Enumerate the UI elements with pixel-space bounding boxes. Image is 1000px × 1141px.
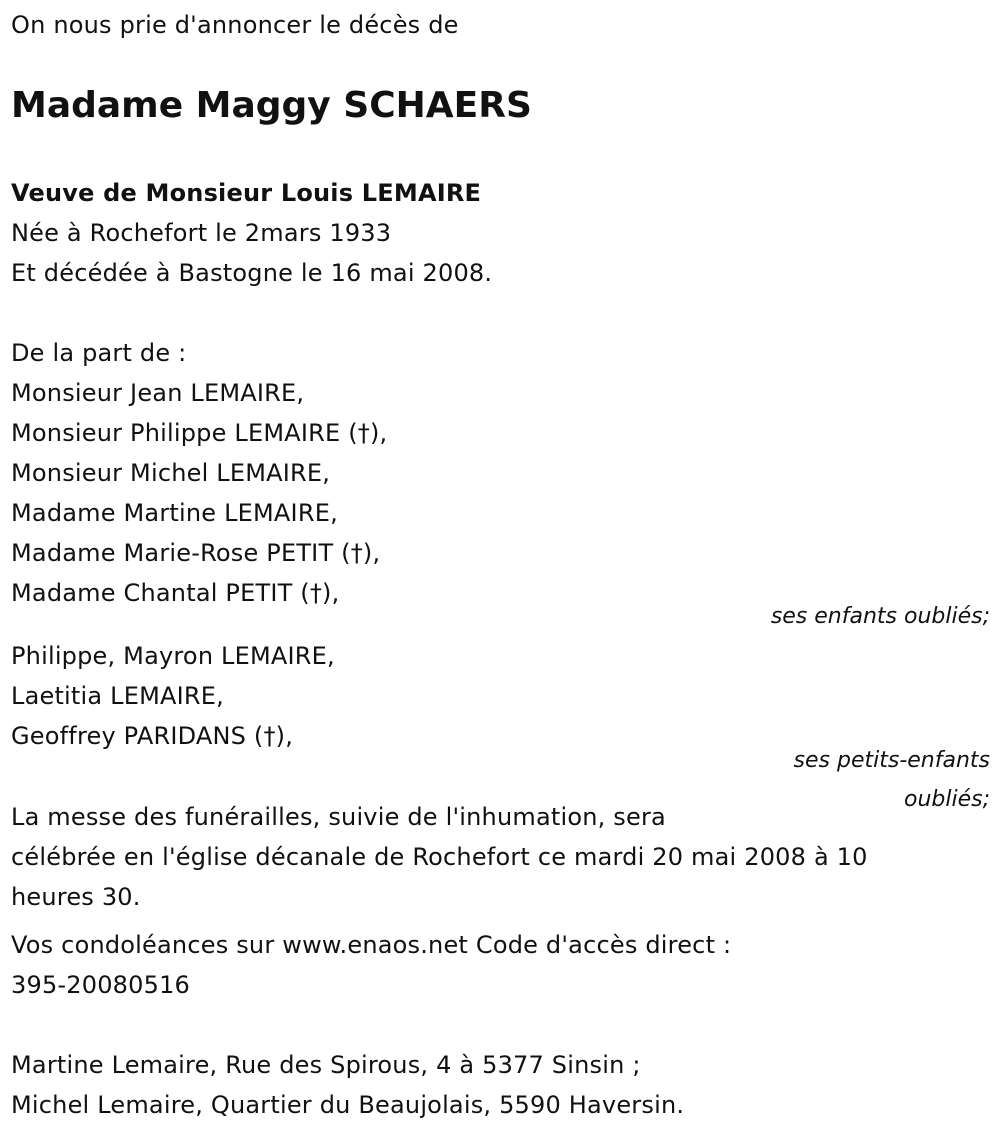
child-item: Monsieur Jean LEMAIRE,	[11, 379, 305, 407]
deceased-name: Madame Maggy SCHAERS	[11, 85, 532, 126]
death-text: Et décédée à Bastogne le 16 mai 2008.	[11, 259, 493, 287]
access-code: 395-20080516	[11, 971, 191, 999]
child-item: Madame Martine LEMAIRE,	[11, 499, 338, 527]
ceremony-line: heures 30.	[11, 883, 141, 911]
grandchildren-note-line1: ses petits-enfants	[793, 748, 990, 773]
from-label: De la part de :	[11, 339, 187, 367]
intro-text: On nous prie d'annoncer le décès de	[11, 11, 459, 39]
address-item: Martine Lemaire, Rue des Spirous, 4 à 5377 Sinsin ;	[11, 1051, 641, 1079]
child-item: Madame Marie-Rose PETIT (†),	[11, 539, 381, 567]
ceremony-line: célébrée en l'église décanale de Rochefort ce mardi 20 mai 2008 à 10	[11, 843, 868, 871]
children-note: ses enfants oubliés;	[770, 604, 990, 629]
child-item: Monsieur Michel LEMAIRE,	[11, 459, 331, 487]
child-item: Monsieur Philippe LEMAIRE (†),	[11, 419, 388, 447]
condolences-line: Vos condoléances sur www.enaos.net Code d'accès direct :	[11, 931, 732, 959]
birth-text: Née à Rochefort le 2mars 1933	[11, 219, 392, 247]
grandchildren-note-line2: oubliés;	[903, 787, 990, 812]
grandchild-item: Laetitia LEMAIRE,	[11, 682, 224, 710]
child-item: Madame Chantal PETIT (†),	[11, 579, 340, 607]
widow-of-text: Veuve de Monsieur Louis LEMAIRE	[11, 179, 482, 207]
ceremony-line: La messe des funérailles, suivie de l'inhumation, sera	[11, 803, 666, 831]
grandchild-item: Philippe, Mayron LEMAIRE,	[11, 642, 335, 670]
grandchild-item: Geoffrey PARIDANS (†),	[11, 722, 294, 750]
address-item: Michel Lemaire, Quartier du Beaujolais, 5590 Haversin.	[11, 1091, 685, 1119]
